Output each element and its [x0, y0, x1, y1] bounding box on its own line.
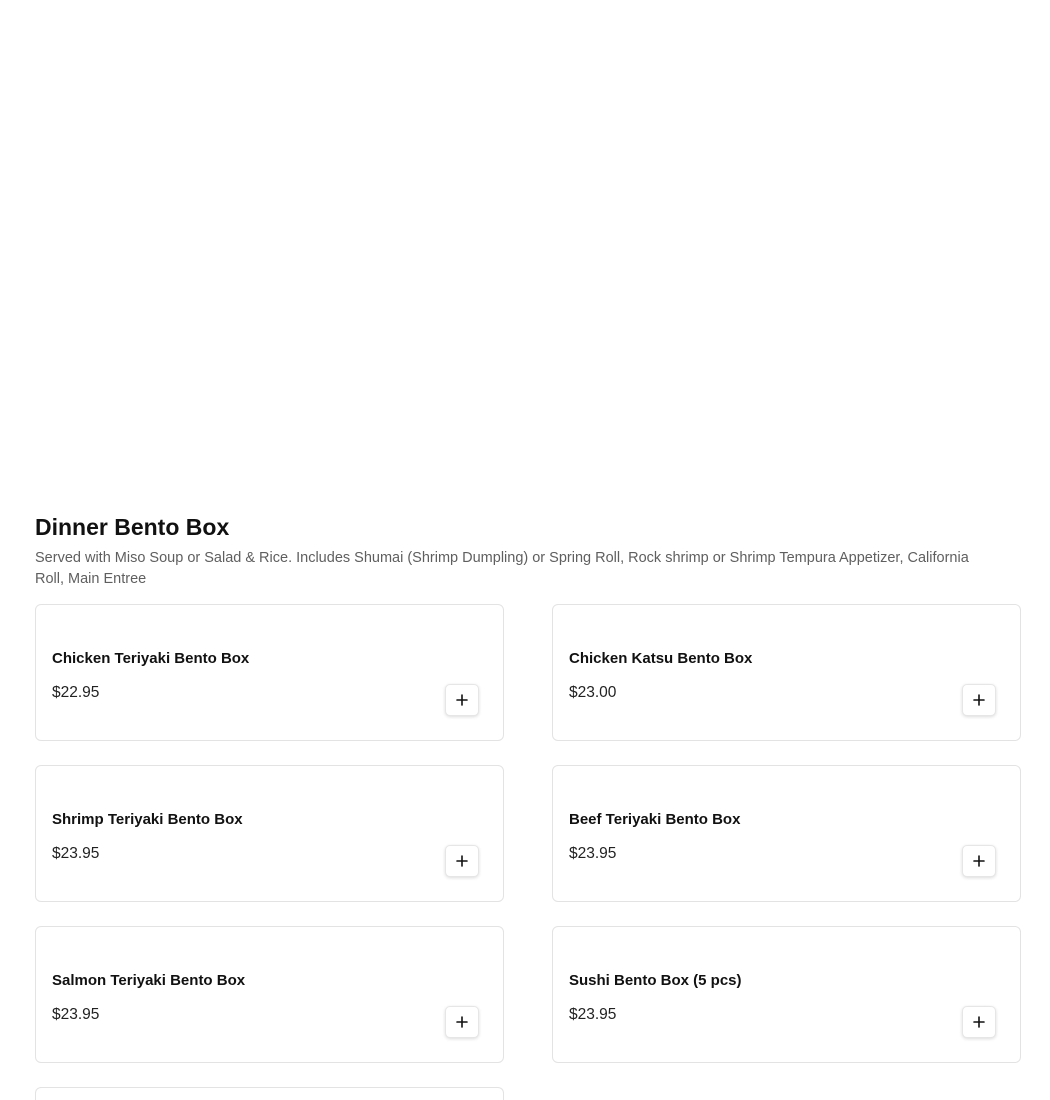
menu-item-price: $23.95 — [52, 1006, 100, 1023]
plus-icon — [973, 855, 985, 867]
menu-item-grid — [35, 604, 1021, 1100]
menu-item-card[interactable] — [552, 604, 1021, 741]
add-item-button[interactable] — [962, 684, 996, 716]
menu-section-header — [35, 512, 1021, 590]
menu-item-card[interactable] — [35, 765, 504, 902]
menu-item-price: $23.00 — [569, 684, 617, 701]
menu-item-name: Beef Teriyaki Bento Box — [569, 811, 741, 828]
image-placeholder-area — [0, 0, 1050, 500]
menu-item-card[interactable] — [35, 604, 504, 741]
plus-icon — [973, 694, 985, 706]
plus-icon — [456, 1016, 468, 1028]
add-item-button[interactable] — [445, 845, 479, 877]
menu-item-name: Shrimp Teriyaki Bento Box — [52, 811, 243, 828]
plus-icon — [456, 855, 468, 867]
menu-item-price: $23.95 — [569, 1006, 617, 1023]
menu-item-price: $23.95 — [569, 845, 617, 862]
plus-icon — [973, 1016, 985, 1028]
add-item-button[interactable] — [962, 1006, 996, 1038]
section-description: Served with Miso Soup or Salad & Rice. Includes Shumai (Shrimp Dumpling) or Spring Roll, Rock shrimp or Shrimp Tempura Appetizer, California Roll, Main Entree — [35, 550, 969, 587]
menu-item-card[interactable] — [552, 926, 1021, 1063]
menu-item-name: Salmon Teriyaki Bento Box — [52, 972, 246, 989]
plus-icon — [456, 694, 468, 706]
menu-item-price: $22.95 — [52, 684, 100, 701]
menu-item-card[interactable] — [35, 926, 504, 1063]
add-item-button[interactable] — [962, 845, 996, 877]
menu-item-card-partial[interactable] — [35, 1087, 504, 1100]
menu-item-name: Chicken Teriyaki Bento Box — [52, 650, 250, 667]
section-title: Dinner Bento Box — [35, 514, 230, 540]
menu-item-card[interactable] — [552, 765, 1021, 902]
menu-item-price: $23.95 — [52, 845, 100, 862]
menu-item-name: Chicken Katsu Bento Box — [569, 650, 753, 667]
add-item-button[interactable] — [445, 684, 479, 716]
menu-item-name: Sushi Bento Box (5 pcs) — [569, 972, 742, 989]
add-item-button[interactable] — [445, 1006, 479, 1038]
